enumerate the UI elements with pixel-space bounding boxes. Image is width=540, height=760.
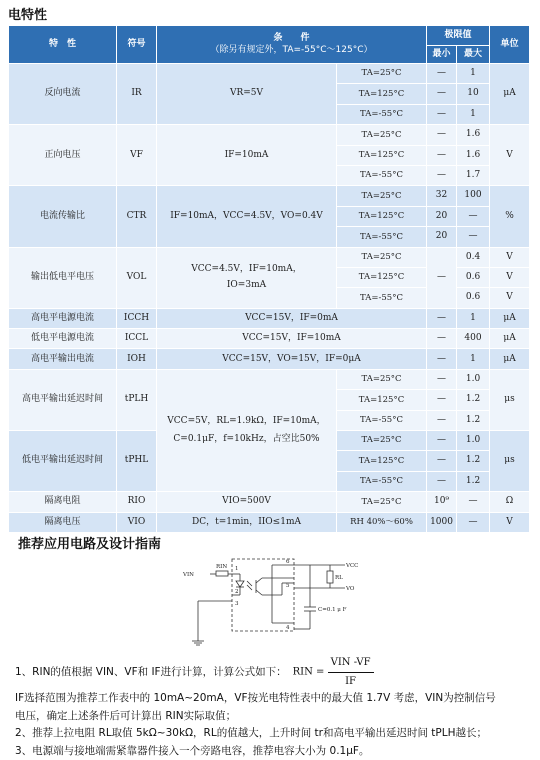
characteristic-name: 电流传输比	[9, 186, 117, 247]
symbol-cell: IR	[117, 64, 157, 125]
condition-cell	[157, 64, 337, 125]
min-cell: 10⁹	[427, 492, 457, 512]
table-row	[9, 125, 530, 145]
min-cell: —	[427, 410, 457, 430]
electrical-characteristics-table	[8, 25, 530, 533]
vo-label: VO	[345, 586, 355, 592]
temperature-cell: TA=25°C	[337, 64, 427, 84]
table-row	[9, 349, 530, 369]
symbol-cell: CTR	[117, 186, 157, 247]
unit-cell: V	[490, 288, 530, 308]
header-min: 最小	[427, 46, 457, 64]
temperature-cell: TA=125°C	[337, 390, 427, 410]
rl-label: RL	[335, 575, 343, 581]
application-circuit-diagram	[180, 553, 370, 648]
characteristic-name: 正向电压	[9, 125, 117, 186]
max-cell: 1.6	[457, 125, 490, 145]
note-1-line-3: 电压，确定上述条件后可计算出 RIN实际取值；	[15, 708, 533, 726]
condition-cell	[157, 186, 337, 247]
condition-cell: VIO=500V	[157, 492, 337, 512]
max-cell: 400	[457, 329, 490, 349]
unit-cell: μA	[490, 308, 530, 328]
characteristic-name: 低电平电源电流	[9, 329, 117, 349]
rl-resistor	[327, 571, 333, 583]
condition-text: IO=3mA	[157, 280, 336, 291]
condition-cell: VCC=15V，IF=0mA	[157, 308, 427, 328]
min-cell: —	[427, 308, 457, 328]
min-cell: —	[427, 471, 457, 491]
temperature-cell: TA=-55°C	[337, 165, 427, 185]
temperature-cell: TA=25°C	[337, 369, 427, 389]
min-cell: —	[427, 104, 457, 124]
temperature-cell: RH 40%～60%	[337, 512, 427, 532]
temperature-cell: TA=-55°C	[337, 410, 427, 430]
led-diode	[236, 581, 244, 587]
min-cell: —	[427, 349, 457, 369]
table-row	[9, 247, 530, 267]
max-cell: —	[457, 227, 490, 247]
temperature-cell: TA=125°C	[337, 267, 427, 287]
unit-cell: V	[490, 125, 530, 186]
header-condition	[157, 26, 427, 64]
characteristic-name: 高电平电源电流	[9, 308, 117, 328]
unit-cell: %	[490, 186, 530, 247]
condition-text: IF=10mA	[157, 150, 336, 161]
rin-formula	[293, 654, 374, 690]
temperature-cell: TA=125°C	[337, 145, 427, 165]
temperature-cell: TA=125°C	[337, 84, 427, 104]
unit-cell: V	[490, 267, 530, 287]
characteristic-name: 高电平输出电流	[9, 349, 117, 369]
note-2: 2、推荐上拉电阻 RL取值 5kΩ~30kΩ，RL的值越大，上升时间 tr和高电平输出延迟时间 tPLH越长；	[15, 725, 533, 743]
vcc-label: VCC	[345, 563, 358, 569]
min-cell: —	[427, 390, 457, 410]
condition-text: VR=5V	[157, 88, 336, 99]
condition-cell: DC，t=1min，IIO≤1mA	[157, 512, 337, 532]
note-1-line-2: IF选择范围为推荐工作表中的 10mA~20mA，VF按光电特性表中的最大值 1.7V 考虑，VIN为控制信号	[15, 690, 533, 708]
temperature-cell: TA=-55°C	[337, 227, 427, 247]
max-cell: 1.2	[457, 410, 490, 430]
max-cell: 10	[457, 84, 490, 104]
capacitor-label: C=0.1 μ F	[318, 607, 347, 613]
characteristic-name: 反向电流	[9, 64, 117, 125]
unit-cell: Ω	[490, 492, 530, 512]
condition-cell	[157, 125, 337, 186]
max-cell: 1	[457, 104, 490, 124]
temperature-cell: TA=25°C	[337, 492, 427, 512]
header-unit: 单位	[490, 26, 530, 64]
min-cell: 20	[427, 227, 457, 247]
min-cell: —	[427, 84, 457, 104]
formula-denominator: IF	[328, 673, 374, 691]
condition-text: VCC=4.5V，IF=10mA，	[157, 264, 336, 275]
temperature-cell: TA=-55°C	[337, 288, 427, 308]
temperature-cell: TA=125°C	[337, 451, 427, 471]
temperature-cell: TA=-55°C	[337, 471, 427, 491]
table-row	[9, 512, 530, 532]
max-cell: 1.2	[457, 451, 490, 471]
characteristic-name: 低电平输出延迟时间	[9, 431, 117, 492]
max-cell: 0.4	[457, 247, 490, 267]
max-cell: 1.6	[457, 145, 490, 165]
min-cell: —	[427, 247, 457, 308]
symbol-cell: tPHL	[117, 431, 157, 492]
temperature-cell: TA=125°C	[337, 206, 427, 226]
max-cell: 1	[457, 64, 490, 84]
characteristic-name: 输出低电平电压	[9, 247, 117, 308]
unit-cell: μA	[490, 64, 530, 125]
unit-cell: μs	[490, 431, 530, 492]
formula-lhs: RIN =	[293, 667, 325, 678]
max-cell: 100	[457, 186, 490, 206]
formula-fraction	[328, 654, 374, 690]
temperature-cell: TA=25°C	[337, 247, 427, 267]
pin-4: 4	[286, 625, 290, 631]
temperature-cell: TA=25°C	[337, 431, 427, 451]
pin-1: 1	[235, 566, 239, 572]
symbol-cell: ICCH	[117, 308, 157, 328]
unit-cell: V	[490, 512, 530, 532]
max-cell: 1.0	[457, 369, 490, 389]
min-cell: —	[427, 431, 457, 451]
header-limits: 极限值	[427, 26, 490, 46]
max-cell: 0.6	[457, 288, 490, 308]
note-1-line-1	[15, 654, 533, 690]
rin-resistor	[216, 571, 228, 576]
max-cell: 0.6	[457, 267, 490, 287]
max-cell: 1.2	[457, 471, 490, 491]
symbol-cell: RIO	[117, 492, 157, 512]
pin-6: 6	[286, 559, 290, 565]
unit-cell: V	[490, 247, 530, 267]
table-row	[9, 329, 530, 349]
unit-cell: μA	[490, 349, 530, 369]
max-cell: 1	[457, 349, 490, 369]
delay-condition-cell	[157, 369, 337, 491]
unit-cell: μA	[490, 329, 530, 349]
header-symbol: 符号	[117, 26, 157, 64]
symbol-cell: VIO	[117, 512, 157, 532]
min-cell: 1000	[427, 512, 457, 532]
max-cell: —	[457, 492, 490, 512]
condition-text: C=0.1μF，f=10kHz，占空比50%	[157, 434, 336, 445]
rin-label: RIN	[216, 564, 227, 570]
table-row	[9, 64, 530, 84]
pin-2: 2	[235, 589, 239, 595]
max-cell: 1.7	[457, 165, 490, 185]
min-cell: 20	[427, 206, 457, 226]
min-cell: —	[427, 329, 457, 349]
header-condition-note: （除另有规定外，TA=-55°C～125°C）	[157, 45, 426, 56]
header-characteristic: 特 性	[9, 26, 117, 64]
temperature-cell: TA=25°C	[337, 125, 427, 145]
note-1-text: 1、RIN的值根据 VIN、VF和 IF进行计算，计算公式如下：	[15, 666, 287, 678]
symbol-cell: VOL	[117, 247, 157, 308]
condition-cell: VCC=15V，IF=10mA	[157, 329, 427, 349]
pin-3: 3	[235, 601, 239, 607]
max-cell: —	[457, 206, 490, 226]
min-cell: 32	[427, 186, 457, 206]
condition-text: VCC=5V，RL=1.9kΩ，IF=10mA，	[157, 416, 336, 427]
temperature-cell: TA=-55°C	[337, 104, 427, 124]
characteristic-name: 隔离电压	[9, 512, 117, 532]
max-cell: 1	[457, 308, 490, 328]
vin-label: VIN	[182, 572, 194, 578]
design-notes	[15, 654, 533, 760]
unit-cell: μs	[490, 369, 530, 430]
table-row	[9, 492, 530, 512]
condition-cell	[157, 247, 337, 308]
condition-cell: VCC=15V，VO=15V，IF=0μA	[157, 349, 427, 369]
symbol-cell: tPLH	[117, 369, 157, 430]
max-cell: 1.0	[457, 431, 490, 451]
temperature-cell: TA=25°C	[337, 186, 427, 206]
table-row	[9, 186, 530, 206]
table-row	[9, 369, 530, 389]
section-title-electrical: 电特性	[8, 4, 47, 23]
symbol-cell: IOH	[117, 349, 157, 369]
formula-numerator: VIN -VF	[328, 654, 374, 673]
symbol-cell: VF	[117, 125, 157, 186]
characteristic-name: 隔离电阻	[9, 492, 117, 512]
header-condition-label: 条 件	[157, 33, 426, 44]
symbol-cell: ICCL	[117, 329, 157, 349]
header-max: 最大	[457, 46, 490, 64]
table-row	[9, 308, 530, 328]
min-cell: —	[427, 369, 457, 389]
min-cell: —	[427, 165, 457, 185]
pin-5: 5	[286, 583, 290, 589]
max-cell: 1.2	[457, 390, 490, 410]
min-cell: —	[427, 64, 457, 84]
max-cell: —	[457, 512, 490, 532]
min-cell: —	[427, 125, 457, 145]
min-cell: —	[427, 451, 457, 471]
section-title-application: 推荐应用电路及设计指南	[18, 533, 161, 552]
characteristic-name: 高电平输出延迟时间	[9, 369, 117, 430]
min-cell: —	[427, 145, 457, 165]
note-3: 3、电源端与接地端需紧靠器件接入一个旁路电容，推荐电容大小为 0.1μF。	[15, 743, 533, 760]
condition-text: IF=10mA，VCC=4.5V，VO=0.4V	[157, 211, 336, 222]
